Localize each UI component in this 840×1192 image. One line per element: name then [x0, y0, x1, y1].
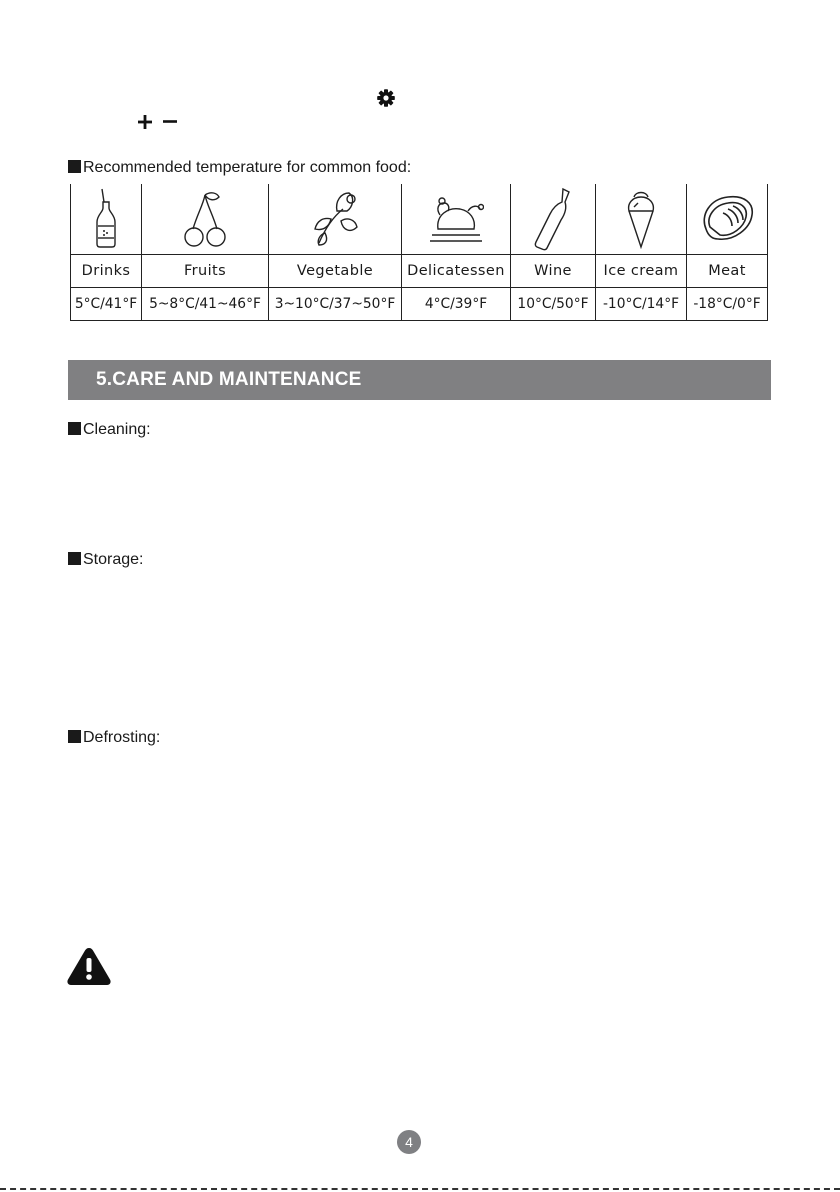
- vegetable-icon: [269, 184, 402, 255]
- warning-triangle-icon: [66, 946, 112, 986]
- food-name: Ice cream: [596, 255, 687, 288]
- food-name: Wine: [511, 255, 596, 288]
- roast-chicken-icon: [402, 184, 511, 255]
- bullet-square: [68, 730, 81, 743]
- steak-icon: [687, 184, 768, 255]
- storage-heading-text: Storage:: [83, 551, 144, 568]
- gear-icon: [376, 88, 396, 108]
- wine-bottle-icon: [511, 184, 596, 255]
- food-temperature: -10°C/14°F: [596, 288, 687, 321]
- storage-heading: [68, 551, 143, 569]
- food-temperature: 5~8°C/41~46°F: [142, 288, 269, 321]
- page-number: 4: [397, 1130, 421, 1154]
- recommended-temperature-heading: [68, 159, 411, 177]
- minus-icon: [163, 115, 177, 129]
- cleaning-heading: [68, 421, 151, 439]
- section-title-banner: [68, 360, 771, 400]
- food-name: Meat: [687, 255, 768, 288]
- heading-text: Recommended temperature for common food:: [83, 159, 412, 176]
- food-name: Vegetable: [269, 255, 402, 288]
- icon-row: [71, 184, 768, 255]
- food-name: Fruits: [142, 255, 269, 288]
- food-temperature: 5°C/41°F: [71, 288, 142, 321]
- cherry-icon: [142, 184, 269, 255]
- bullet-square: [68, 160, 81, 173]
- defrosting-heading: [68, 729, 160, 747]
- food-temperature: -18°C/0°F: [687, 288, 768, 321]
- food-name-row: [71, 255, 768, 288]
- food-temperature-table: [70, 184, 768, 321]
- food-name: Drinks: [71, 255, 142, 288]
- cleaning-heading-text: Cleaning:: [83, 421, 151, 438]
- ice-cream-icon: [596, 184, 687, 255]
- plus-icon: [138, 115, 152, 129]
- bullet-square: [68, 552, 81, 565]
- bullet-square: [68, 422, 81, 435]
- bottle-icon: [71, 184, 142, 255]
- food-temperature: 4°C/39°F: [402, 288, 511, 321]
- food-temperature: 3~10°C/37~50°F: [269, 288, 402, 321]
- bottom-divider: [0, 1188, 840, 1190]
- section-title: 5.CARE AND MAINTENANCE: [96, 369, 362, 390]
- food-name: Delicatessen: [402, 255, 511, 288]
- defrosting-heading-text: Defrosting:: [83, 729, 161, 746]
- food-temperature: 10°C/50°F: [511, 288, 596, 321]
- food-temperature-row: [71, 288, 768, 321]
